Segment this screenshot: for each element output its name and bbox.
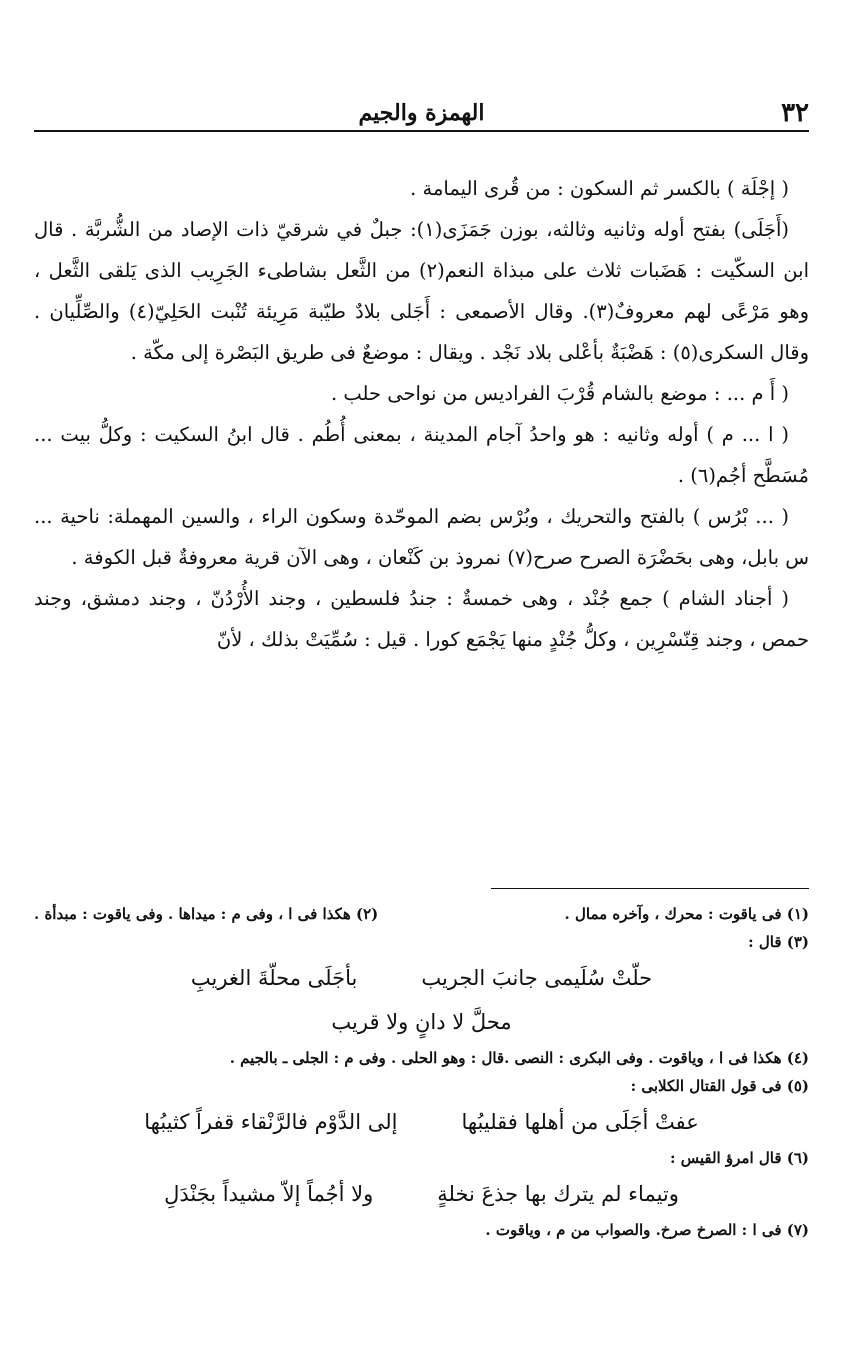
verse-6-hemistich-1: وتيماء لم يترك بها جذعَ نخلةٍ [437, 1182, 679, 1206]
main-text [34, 168, 809, 660]
header-rule [34, 130, 809, 132]
footnote-separator [491, 888, 809, 889]
verse-5-hemistich-2: إلى الدَّوْم فالرَّنْقاء قفراً كثيبُها [144, 1110, 398, 1134]
footnote-5: (٥) فى قول القتال الكلابى : [630, 1077, 809, 1095]
page-number: ٣٢ [781, 98, 809, 128]
verse-5 [34, 1100, 809, 1144]
verse-3-hemistich-2: بأجَلَى محلّةَ الغريبِ [190, 966, 358, 990]
verse-6-hemistich-2: ولا أجُماً إلاّ مشيداً بجَنْدَلِ [164, 1182, 374, 1206]
page-header [34, 98, 809, 132]
verse-3-hemistich-1: حلّتْ سُلَيمى جانبَ الجريب [421, 966, 653, 990]
verse-5-hemistich-1: عفتْ أجَلَى من أهلها فقليبُها [461, 1110, 699, 1134]
entry-ajala: (أَجَلَى) بفتح أوله وثانيه وثالثه، بوزن جَمَزَى(١): جبلٌ في شرقيّ ذات الإصاد من الشُّربَّة . قال ابن السكّيت : هَضَبات ثلاث على مبذاة النعم(٢) من الثَّعل بشاطىء الجَرِيب الذى يَلقى الثَّعل ، وهو مَرْعًى لهم معروفٌ(٣). وقال الأصمعى : أَجَلى بلادٌ طيّبة مَرِيئة تُنْبت الحَلِيّ(٤) والصِّلِّيان . وقال السكرى(٥) : هَضْبَةٌ بأعْلى بلاد نَجْد . ويقال : موضعٌ فى طريق البَصْرة إلى مكّة . [34, 218, 809, 364]
verse-3-line-1 [34, 956, 809, 1000]
verse-6 [34, 1172, 809, 1216]
footnote-2: (٢) هكذا فى ا ، وفى م : ميداها . وفى ياقوت : مبدأة . [34, 905, 379, 923]
entry-ijla: ( إجْلَة ) بالكسر ثم السكون : من قُرى اليمامة . [410, 177, 789, 200]
entry-damaged-2: ( ا ... م ) أوله وثانيه : هو واحدُ آجام المدينة ، بمعنى أُطُم . قال ابنُ السكيت : وكلُّ بيت ... مُسَطَّح أجُم(٦) . [34, 423, 809, 487]
entry-damaged-3: ( ... بْرُس ) بالفتح والتحريك ، وبُرْس بضم الموحّدة وسكون الراء ، والسين المهملة: ناحية ... س بابل، وهى بحَضْرَة الصرح صرح(٧) نمروذ بن كَنْعان ، وهى الآن قرية معروفةٌ قبل الكوفة . [34, 505, 809, 569]
running-head: الهمزة والجيم [358, 100, 485, 126]
verse-3-line-2 [34, 1000, 809, 1044]
entry-ajnad-al-sham: ( أجناد الشام ) جمع جُنْد ، وهى خمسةٌ : جندُ فلسطين ، وجند الأُرْدُنّ ، وجند دمشق، وجند حمص ، وجند قِنّسْرِين ، وكلُّ جُنْدٍ منها يَجْمَع كورا . قيل : سُمِّيَتْ بذلك ، لأنّ [34, 587, 809, 651]
footnote-row-1-2 [34, 900, 809, 928]
footnote-1: (١) فى ياقوت : محرك ، وآخره ممال . [564, 905, 809, 923]
verse-3-hemistich-3: محلَّ لا دانٍ ولا قريب [331, 1010, 512, 1034]
entry-damaged-1: ( أَ م ... : موضع بالشام قُرْبَ الفراديس من نواحى حلب . [330, 382, 789, 405]
footnote-7: (٧) فى ا : الصرخ صرخ. والصواب من م ، وياقوت . [485, 1221, 809, 1239]
footnote-6: (٦) قال امرؤ القيس : [669, 1149, 809, 1167]
footnote-4: (٤) هكذا فى ا ، وياقوت . وفى البكرى : النصى .قال : وهو الحلى . وفى م : الجلى ـ بالجيم . [229, 1049, 809, 1067]
footnote-3: (٣) قال : [748, 933, 809, 951]
footnotes [34, 900, 809, 1244]
